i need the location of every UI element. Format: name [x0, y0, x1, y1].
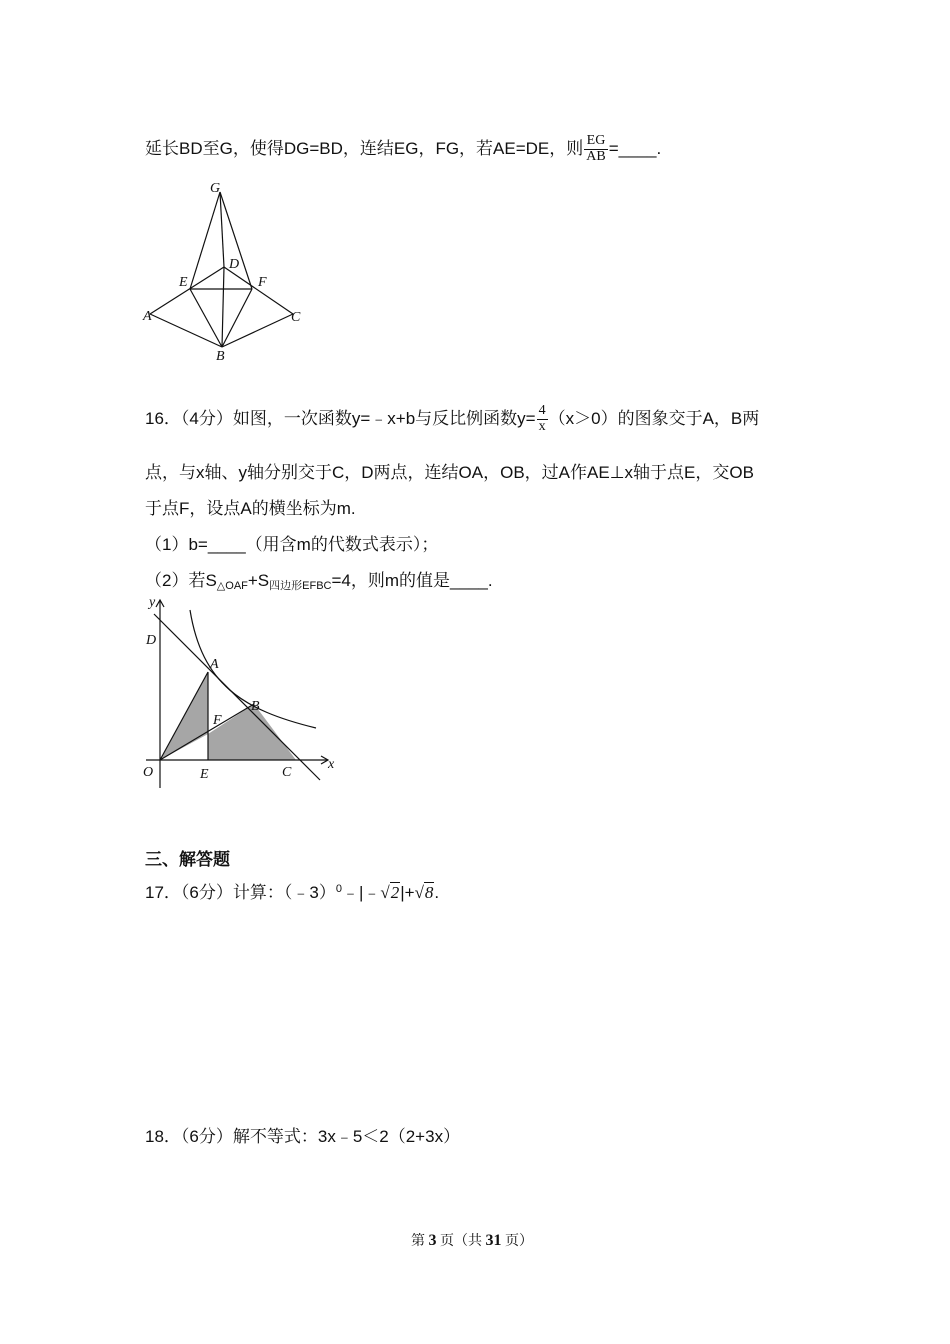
label-d: D [146, 633, 157, 648]
q16-s2-sub2: 四边形EFBC [269, 580, 332, 592]
q15-fraction [584, 134, 607, 164]
q15-line-a: 延长BD至G，使得DG=BD，连结EG，FG，若AE=DE，则 [145, 139, 584, 158]
section-title: 三、解答题 [145, 850, 230, 869]
page-footer [411, 1230, 533, 1250]
q16-p1b: （x＞0）的图象交于A，B两 [548, 409, 760, 428]
q16-s2-a: （2）若S [145, 571, 217, 590]
q16-frac-den: x [538, 419, 546, 435]
figure-16-function-graph [138, 592, 348, 792]
q17-radicand-2: 8 [424, 883, 434, 902]
q17-sqrt-2: √2 [380, 883, 400, 902]
label-a: A [143, 309, 152, 324]
q16-line-2: 点，与x轴、y轴分别交于C，D两点，连结OA，OB，过A作AE⊥x轴于点E，交OB [145, 463, 754, 482]
q15-frac-num: EG [584, 134, 607, 150]
segment-ge [190, 192, 220, 289]
segment-db [222, 267, 224, 347]
label-d: D [229, 257, 240, 272]
footer-b: 页（共 [440, 1234, 482, 1249]
label-g: G [210, 181, 221, 196]
label-c: C [291, 310, 301, 325]
segment-fb [222, 289, 252, 347]
q17-sup: 0 [335, 883, 342, 895]
q17-a: 17．（6分）计算：（﹣3） [145, 883, 336, 902]
q15-frac-den: AB [586, 149, 606, 165]
footer-c: 页） [505, 1234, 533, 1249]
figure-15-kite-diagram [138, 178, 318, 368]
label-b: B [216, 349, 225, 364]
segment-bc [222, 314, 293, 347]
footer-page-number: 3 [428, 1232, 437, 1249]
label-o: O [143, 765, 154, 780]
footer-a: 第 [411, 1234, 425, 1249]
segment-eb [190, 289, 222, 347]
q16-s2-c: =4，则m的值是____. [331, 571, 493, 590]
q17-radicand-1: 2 [390, 883, 400, 902]
label-y: y [149, 595, 156, 610]
q17-d: . [434, 883, 440, 902]
q16-fraction [537, 404, 548, 434]
q15-text [145, 134, 661, 165]
label-b: B [251, 699, 260, 714]
q16-sub-1: （1）b=____（用含m的代数式表示）； [145, 535, 439, 554]
q17-text [145, 878, 439, 903]
q16-sub-2 [145, 566, 493, 591]
label-c: C [282, 765, 292, 780]
q15-line-b: =____. [608, 139, 662, 158]
q16-line-1 [145, 404, 759, 435]
q17-b: ﹣|﹣ [341, 883, 381, 902]
q16-p1: 16．（4分）如图，一次函数y=﹣x+b与反比例函数y= [145, 409, 536, 428]
q16-line-3: 于点F，设点A的横坐标为m. [145, 499, 356, 518]
q17-c: |+ [400, 883, 415, 902]
q16-s2-b: +S [247, 571, 270, 590]
label-x: x [328, 757, 335, 772]
label-f: F [258, 275, 267, 290]
q16-frac-num: 4 [538, 403, 546, 419]
label-f: F [213, 713, 222, 728]
segment-ab [150, 314, 222, 347]
label-e: E [200, 767, 209, 782]
footer-total-pages: 31 [485, 1232, 502, 1249]
q18-text: 18．（6分）解不等式：3x﹣5＜2（2+3x） [145, 1127, 461, 1146]
q16-s2-sub1: △OAF [216, 580, 248, 592]
label-a: A [210, 657, 219, 672]
q17-sqrt-8: √8 [414, 883, 434, 902]
label-e: E [179, 275, 188, 290]
